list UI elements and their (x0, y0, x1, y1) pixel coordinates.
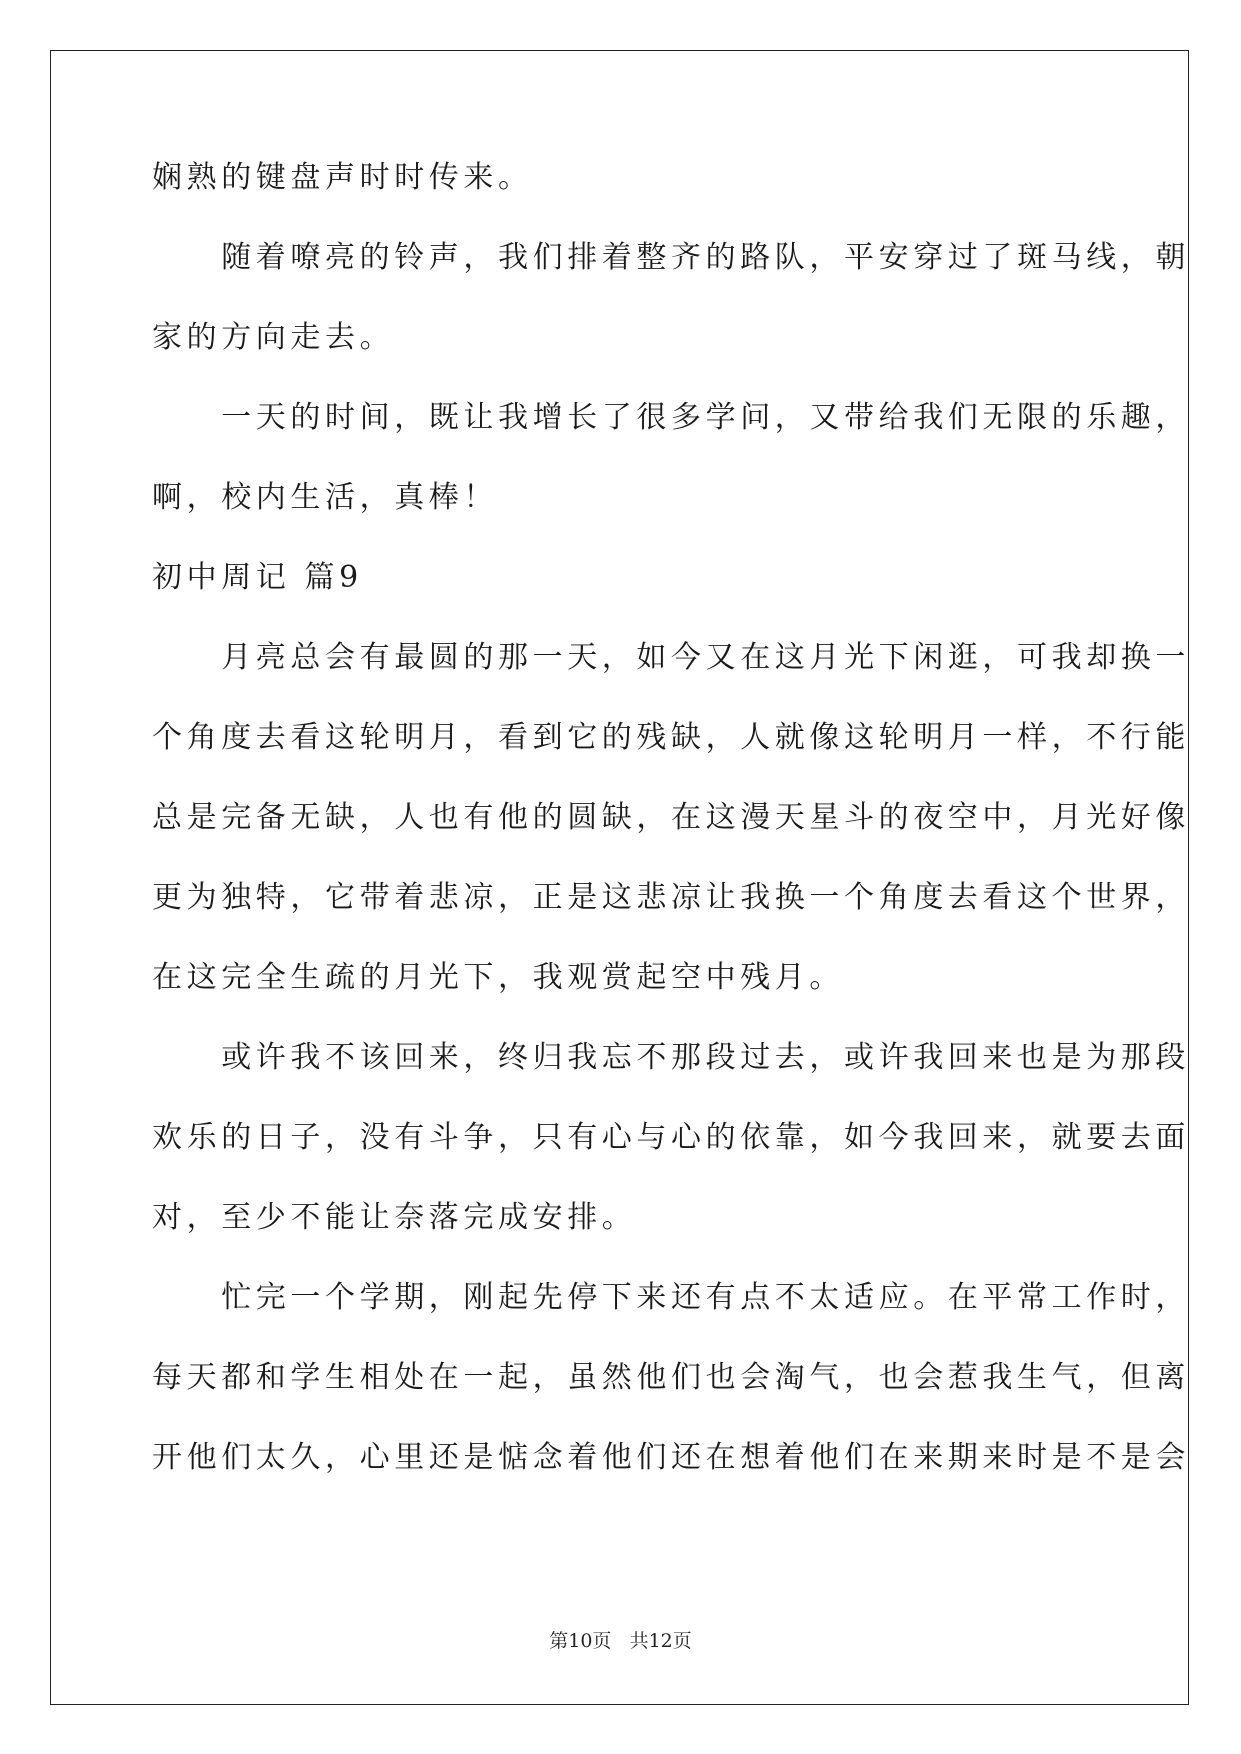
text-line: 啊，校内生活，真棒！ (152, 480, 498, 515)
page-total: 共12页 (629, 1630, 692, 1652)
text-line: 总是完备无缺，人也有他的圆缺，在这漫天星斗的夜空中，月光好像 (152, 800, 1190, 835)
text-line: 随着嘹亮的铃声，我们排着整齐的路队，平安穿过了斑马线，朝 (152, 240, 1190, 275)
page-number: 第10页 (549, 1630, 612, 1652)
text-line: 一天的时间，既让我增长了很多学问，又带给我们无限的乐趣， (152, 400, 1190, 435)
text-line: 开他们太久，心里还是惦念着他们还在想着他们在来期来时是不是会 (152, 1440, 1190, 1475)
text-line: 对，至少不能让奈落完成安排。 (152, 1200, 637, 1235)
text-line: 欢乐的日子，没有斗争，只有心与心的依靠，如今我回来，就要去面 (152, 1120, 1190, 1155)
text-line: 个角度去看这轮明月，看到它的残缺，人就像这轮明月一样，不行能 (152, 720, 1190, 755)
text-line: 更为独特，它带着悲凉，正是这悲凉让我换一个角度去看这个世界， (152, 880, 1190, 915)
document-body (152, 158, 1190, 1478)
text-line: 月亮总会有最圆的那一天，如今又在这月光下闲逛，可我却换一 (152, 640, 1190, 675)
text-line: 娴熟的键盘声时时传来。 (152, 160, 533, 195)
text-line: 在这完全生疏的月光下，我观赏起空中残月。 (152, 960, 844, 995)
page-footer (0, 1629, 1241, 1653)
text-line: 每天都和学生相处在一起，虽然他们也会淘气，也会惹我生气，但离 (152, 1360, 1190, 1395)
text-line: 家的方向走去。 (152, 320, 395, 355)
section-heading: 初中周记 篇9 (152, 560, 363, 595)
text-line: 忙完一个学期，刚起先停下来还有点不太适应。在平常工作时， (152, 1280, 1190, 1315)
text-line: 或许我不该回来，终归我忘不那段过去，或许我回来也是为那段 (152, 1040, 1190, 1075)
